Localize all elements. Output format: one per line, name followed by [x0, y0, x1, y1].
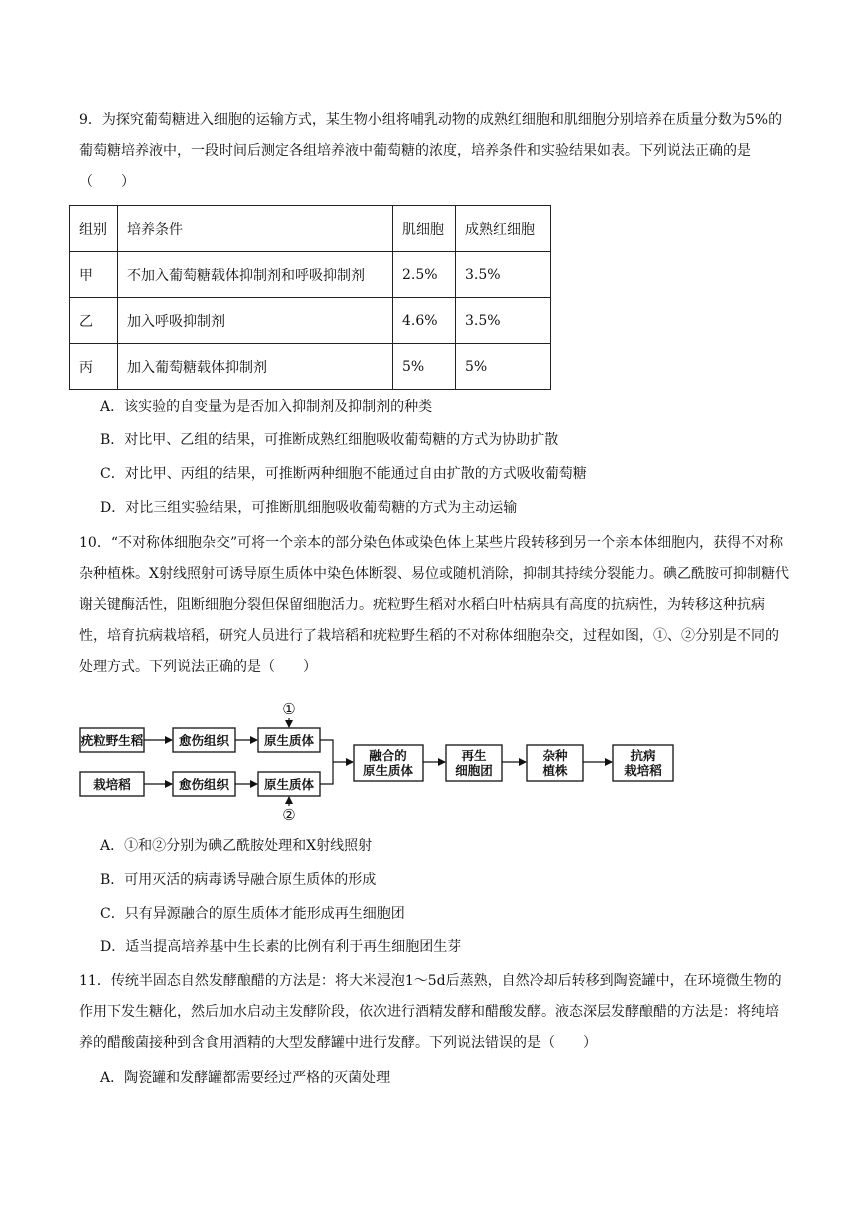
hybrid-plant-label-1: 杂种 — [542, 748, 568, 763]
table-cell: 加入呼吸抑制剂 — [118, 298, 393, 344]
callus-label-top: 愈伤组织 — [178, 733, 230, 748]
table-cell: 丙 — [70, 344, 118, 390]
marker-2-label: ② — [282, 806, 296, 824]
callus-label-bottom: 愈伤组织 — [178, 777, 230, 792]
table-cell: 5% — [393, 344, 456, 390]
table-cell: 3.5% — [456, 252, 551, 298]
wild-rice-label: 疣粒野生稻 — [80, 733, 144, 748]
table-cell: 2.5% — [393, 252, 456, 298]
hybrid-plant-label-2: 植株 — [542, 763, 568, 778]
table-cell: 5% — [456, 344, 551, 390]
table-cell: 3.5% — [456, 298, 551, 344]
table-cell: 加入葡萄糖载体抑制剂 — [118, 344, 393, 390]
table-cell: 甲 — [70, 252, 118, 298]
question-10-option-c: C．只有异源融合的原生质体才能形成再生细胞团 — [100, 906, 405, 922]
table-cell: 4.6% — [393, 298, 456, 344]
table-header-cell: 肌细胞 — [393, 206, 456, 252]
regenerated-cell-mass-label-1: 再生 — [461, 748, 487, 763]
question-11-option-a: A．陶瓷罐和发酵罐都需要经过严格的灭菌处理 — [100, 1070, 391, 1086]
table-header-cell: 组别 — [70, 206, 118, 252]
question-9-option-d: D．对比三组实验结果，可推断肌细胞吸收葡萄糖的方式为主动运输 — [100, 500, 518, 516]
protoplast-label-bottom: 原生质体 — [263, 777, 315, 792]
question-10-option-b: B．可用灭活的病毒诱导融合原生质体的形成 — [100, 872, 377, 888]
fused-protoplast-label-2: 原生质体 — [362, 763, 414, 778]
table-header-cell: 成熟红细胞 — [456, 206, 551, 252]
table-header-cell: 培养条件 — [118, 206, 393, 252]
regenerated-cell-mass-label-2: 细胞团 — [455, 763, 493, 778]
question-10-stem: 10．“不对称体细胞杂交”可将一个亲本的部分染色体或染色体上某些片段转移到另一个亲本体细胞内，获得不对称杂种植株。X射线照射可诱导原生质体中染色体断裂、易位或随机消除，抑制其持续分裂能力。碘乙酰胺可抑制糖代谢关键酶活性，阻断细胞分裂但保留细胞活力。疣粒野生稻对水稻白叶枯病具有高度的抗病性，为转移这种抗病性，培育抗病栽培稻，研究人员进行了栽培稻和疣粒野生稻的不对称体细胞杂交，过程如图，①、②分别是不同的处理方式。下列说法正确的是（ ） — [79, 535, 789, 675]
question-9-option-c: C．对比甲、丙组的结果，可推断两种细胞不能通过自由扩散的方式吸收葡萄糖 — [100, 466, 587, 482]
resistant-cultivated-rice-label-1: 抗病 — [630, 748, 656, 763]
table-cell: 乙 — [70, 298, 118, 344]
question-10-option-d: D．适当提高培养基中生长素的比例有利于再生细胞团生芽 — [100, 939, 462, 955]
table-cell: 不加入葡萄糖载体抑制剂和呼吸抑制剂 — [118, 252, 393, 298]
question-9-stem: 9．为探究葡萄糖进入细胞的运输方式，某生物小组将哺乳动物的成熟红细胞和肌细胞分别培养在质量分数为5%的葡萄糖培养液中，一段时间后测定各组培养液中葡萄糖的浓度，培养条件和实验结果如表。下列说法正确的是（ ） — [79, 112, 783, 190]
marker-1-label: ① — [282, 700, 296, 718]
cultivated-rice-label: 栽培稻 — [93, 777, 131, 792]
protoplast-label-top: 原生质体 — [263, 733, 315, 748]
fused-protoplast-label-1: 融合的 — [369, 748, 407, 763]
question-10-option-a: A．①和②分别为碘乙酰胺处理和X射线照射 — [100, 838, 373, 854]
resistant-cultivated-rice-label-2: 栽培稻 — [624, 763, 662, 778]
question-9-option-a: A．该实验的自变量为是否加入抑制剂及抑制剂的种类 — [100, 399, 433, 415]
question-11-stem: 11．传统半固态自然发酵酿醋的方法是：将大米浸泡1～5d后蒸熟，自然冷却后转移到陶瓷罐中，在环境微生物的作用下发生糖化，然后加水启动主发酵阶段，依次进行酒精发酵和醋酸发酵。液态深层发酵酿醋的方法是：将纯培养的醋酸菌接种到含食用酒精的大型发酵罐中进行发酵。下列说法错误的是（ ） — [79, 973, 782, 1051]
merge-bracket — [320, 740, 333, 784]
question-9-option-b: B．对比甲、乙组的结果，可推断成熟红细胞吸收葡萄糖的方式为协助扩散 — [100, 432, 559, 448]
